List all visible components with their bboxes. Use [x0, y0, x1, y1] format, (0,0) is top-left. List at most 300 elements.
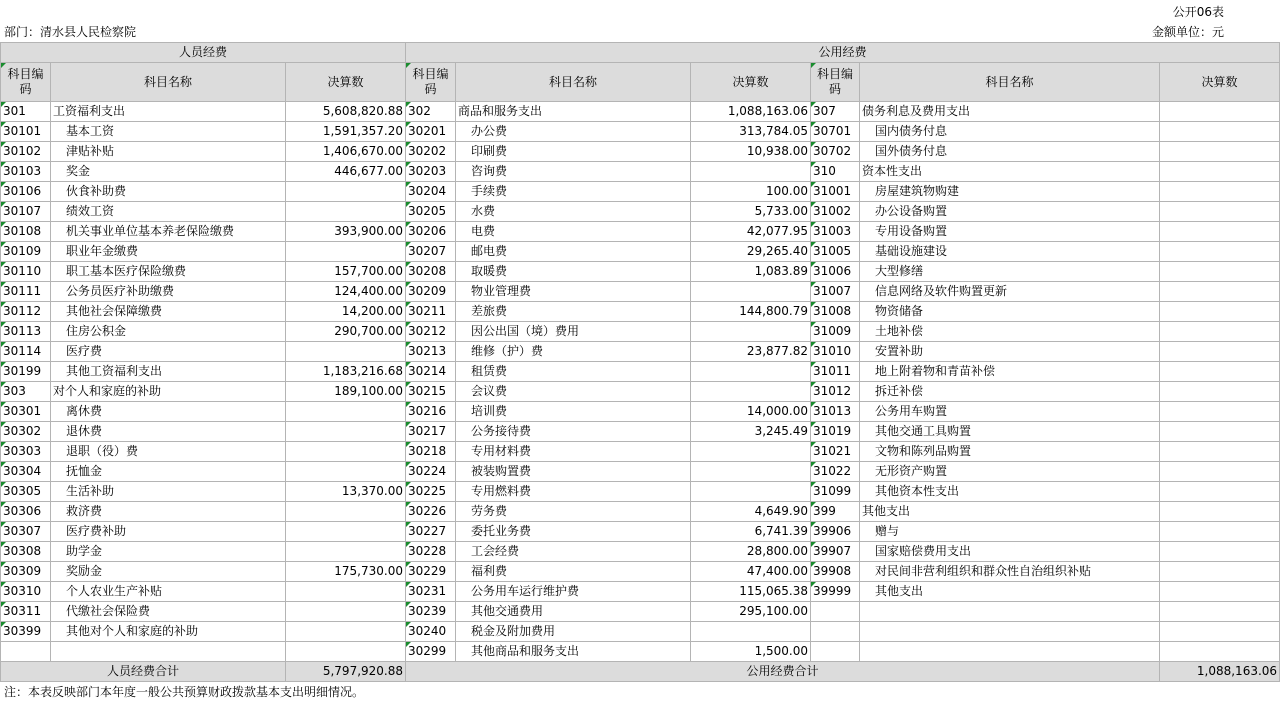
code-cell: 30206: [406, 222, 456, 242]
amount-cell: [1160, 182, 1280, 202]
name-cell: 基础设施建设: [860, 242, 1160, 262]
amount-cell: 13,370.00: [286, 482, 406, 502]
amount-cell: 4,649.90: [691, 502, 811, 522]
amount-cell: [1160, 502, 1280, 522]
amount-cell: [1160, 602, 1280, 622]
table-row: [1, 162, 1280, 182]
name-cell: 津贴补贴: [51, 142, 286, 162]
name-cell: 委托业务费: [456, 522, 691, 542]
code-cell: 303: [1, 382, 51, 402]
amount-cell: 1,591,357.20: [286, 122, 406, 142]
code-cell: 30113: [1, 322, 51, 342]
table-row: [1, 562, 1280, 582]
amount-cell: [1160, 102, 1280, 122]
name-cell: 物业管理费: [456, 282, 691, 302]
code-cell: 30216: [406, 402, 456, 422]
section-personnel: 人员经费: [1, 43, 406, 63]
code-cell: 30215: [406, 382, 456, 402]
amount-cell: [1160, 482, 1280, 502]
code-cell: 31099: [811, 482, 860, 502]
code-cell: 31022: [811, 462, 860, 482]
amount-cell: 14,200.00: [286, 302, 406, 322]
name-cell: 其他交通工具购置: [860, 422, 1160, 442]
code-cell: 31001: [811, 182, 860, 202]
personnel-total-label: 人员经费合计: [1, 662, 286, 682]
table-row: [1, 482, 1280, 502]
name-cell: 地上附着物和青苗补偿: [860, 362, 1160, 382]
amount-cell: [1160, 402, 1280, 422]
amount-cell: [286, 542, 406, 562]
name-cell: 其他支出: [860, 582, 1160, 602]
amount-cell: 1,406,670.00: [286, 142, 406, 162]
code-cell: 30199: [1, 362, 51, 382]
code-cell: 30211: [406, 302, 456, 322]
col-name: 科目名称: [51, 63, 286, 102]
code-cell: 31008: [811, 302, 860, 322]
col-code: 科目编码: [811, 63, 860, 102]
table-row: [1, 382, 1280, 402]
table-row: [1, 502, 1280, 522]
table-row: [1, 542, 1280, 562]
table-row: [1, 322, 1280, 342]
amount-cell: 5,733.00: [691, 202, 811, 222]
table-row: [1, 262, 1280, 282]
code-cell: 30214: [406, 362, 456, 382]
code-cell: 30304: [1, 462, 51, 482]
name-cell: 退休费: [51, 422, 286, 442]
public-total-value: 1,088,163.06: [1160, 662, 1280, 682]
name-cell: 工会经费: [456, 542, 691, 562]
total-row: [1, 662, 1280, 682]
amount-cell: 1,088,163.06: [691, 102, 811, 122]
col-amount: 决算数: [1160, 63, 1280, 102]
code-cell: 30213: [406, 342, 456, 362]
code-cell: 30212: [406, 322, 456, 342]
amount-cell: [286, 202, 406, 222]
code-cell: 31010: [811, 342, 860, 362]
amount-cell: 1,500.00: [691, 642, 811, 662]
table-row: [1, 442, 1280, 462]
table-row: [1, 522, 1280, 542]
name-cell: 其他商品和服务支出: [456, 642, 691, 662]
name-cell: 医疗费补助: [51, 522, 286, 542]
section-public: 公用经费: [406, 43, 1280, 63]
name-cell: 因公出国（境）费用: [456, 322, 691, 342]
col-amount: 决算数: [691, 63, 811, 102]
amount-cell: 157,700.00: [286, 262, 406, 282]
amount-cell: [691, 622, 811, 642]
code-cell: 30310: [1, 582, 51, 602]
amount-cell: 144,800.79: [691, 302, 811, 322]
code-cell: 302: [406, 102, 456, 122]
amount-cell: 295,100.00: [691, 602, 811, 622]
code-cell: 30231: [406, 582, 456, 602]
code-cell: 399: [811, 502, 860, 522]
amount-cell: [1160, 202, 1280, 222]
amount-cell: [1160, 622, 1280, 642]
amount-cell: [1160, 342, 1280, 362]
code-cell: 30229: [406, 562, 456, 582]
code-cell: 31019: [811, 422, 860, 442]
name-cell: 债务利息及费用支出: [860, 102, 1160, 122]
code-cell: 30309: [1, 562, 51, 582]
amount-cell: [286, 242, 406, 262]
amount-cell: [1160, 222, 1280, 242]
code-cell: 30111: [1, 282, 51, 302]
name-cell: 其他资本性支出: [860, 482, 1160, 502]
code-cell: 30226: [406, 502, 456, 522]
amount-cell: [286, 642, 406, 662]
code-cell: 31011: [811, 362, 860, 382]
code-cell: 30302: [1, 422, 51, 442]
name-cell: 手续费: [456, 182, 691, 202]
code-cell: 30218: [406, 442, 456, 462]
name-cell: 退职（役）费: [51, 442, 286, 462]
code-cell: 31021: [811, 442, 860, 462]
name-cell: 公务接待费: [456, 422, 691, 442]
name-cell: 救济费: [51, 502, 286, 522]
code-cell: 30107: [1, 202, 51, 222]
name-cell: 咨询费: [456, 162, 691, 182]
col-code: 科目编码: [406, 63, 456, 102]
name-cell: 邮电费: [456, 242, 691, 262]
code-cell: 30103: [1, 162, 51, 182]
table-row: [1, 642, 1280, 662]
code-cell: 30227: [406, 522, 456, 542]
name-cell: 被装购置费: [456, 462, 691, 482]
name-cell: [860, 642, 1160, 662]
amount-cell: 6,741.39: [691, 522, 811, 542]
amount-cell: [691, 482, 811, 502]
code-cell: 31012: [811, 382, 860, 402]
amount-cell: 5,608,820.88: [286, 102, 406, 122]
name-cell: 维修（护）费: [456, 342, 691, 362]
name-cell: 水费: [456, 202, 691, 222]
table-row: [1, 122, 1280, 142]
amount-cell: [286, 602, 406, 622]
name-cell: 抚恤金: [51, 462, 286, 482]
amount-cell: 14,000.00: [691, 402, 811, 422]
amount-cell: 29,265.40: [691, 242, 811, 262]
table-row: [1, 422, 1280, 442]
name-cell: 文物和陈列品购置: [860, 442, 1160, 462]
name-cell: 物资储备: [860, 302, 1160, 322]
name-cell: [51, 642, 286, 662]
name-cell: 职工基本医疗保险缴费: [51, 262, 286, 282]
table-row: [1, 222, 1280, 242]
department-label: 部门：清水县人民检察院: [4, 25, 137, 39]
name-cell: 税金及附加费用: [456, 622, 691, 642]
amount-cell: 47,400.00: [691, 562, 811, 582]
amount-cell: 10,938.00: [691, 142, 811, 162]
name-cell: 个人农业生产补贴: [51, 582, 286, 602]
code-cell: 30217: [406, 422, 456, 442]
code-cell: 39908: [811, 562, 860, 582]
name-cell: 住房公积金: [51, 322, 286, 342]
code-cell: 30102: [1, 142, 51, 162]
amount-cell: 189,100.00: [286, 382, 406, 402]
amount-cell: [691, 442, 811, 462]
code-cell: 30224: [406, 462, 456, 482]
col-amount: 决算数: [286, 63, 406, 102]
table-row: [1, 302, 1280, 322]
amount-cell: [691, 322, 811, 342]
amount-cell: [1160, 262, 1280, 282]
table-row: [1, 102, 1280, 122]
footnote: 注：本表反映部门本年度一般公共预算财政拨款基本支出明细情况。: [4, 685, 365, 699]
amount-cell: [1160, 382, 1280, 402]
amount-cell: [691, 462, 811, 482]
amount-cell: 3,245.49: [691, 422, 811, 442]
code-cell: 31009: [811, 322, 860, 342]
name-cell: 商品和服务支出: [456, 102, 691, 122]
amount-cell: 42,077.95: [691, 222, 811, 242]
code-cell: 30240: [406, 622, 456, 642]
name-cell: 取暖费: [456, 262, 691, 282]
code-cell: 30203: [406, 162, 456, 182]
amount-cell: [1160, 522, 1280, 542]
table-row: [1, 402, 1280, 422]
name-cell: 房屋建筑物购建: [860, 182, 1160, 202]
name-cell: 劳务费: [456, 502, 691, 522]
name-cell: 代缴社会保险费: [51, 602, 286, 622]
amount-cell: [286, 622, 406, 642]
name-cell: 专用设备购置: [860, 222, 1160, 242]
code-cell: [811, 622, 860, 642]
amount-cell: [286, 522, 406, 542]
name-cell: 国外债务付息: [860, 142, 1160, 162]
amount-cell: [1160, 462, 1280, 482]
code-cell: 30106: [1, 182, 51, 202]
amount-cell: [1160, 242, 1280, 262]
table-row: [1, 582, 1280, 602]
name-cell: 土地补偿: [860, 322, 1160, 342]
name-cell: 办公费: [456, 122, 691, 142]
name-cell: 电费: [456, 222, 691, 242]
name-cell: 其他支出: [860, 502, 1160, 522]
col-name: 科目名称: [456, 63, 691, 102]
code-cell: 39999: [811, 582, 860, 602]
code-cell: 30108: [1, 222, 51, 242]
amount-cell: 23,877.82: [691, 342, 811, 362]
amount-cell: [286, 402, 406, 422]
code-cell: 31002: [811, 202, 860, 222]
code-cell: [811, 602, 860, 622]
amount-cell: 313,784.05: [691, 122, 811, 142]
code-cell: 30301: [1, 402, 51, 422]
code-cell: 30702: [811, 142, 860, 162]
name-cell: 生活补助: [51, 482, 286, 502]
name-cell: 其他工资福利支出: [51, 362, 286, 382]
name-cell: 专用材料费: [456, 442, 691, 462]
amount-cell: [1160, 422, 1280, 442]
amount-cell: 1,183,216.68: [286, 362, 406, 382]
name-cell: 资本性支出: [860, 162, 1160, 182]
name-cell: 奖金: [51, 162, 286, 182]
name-cell: 会议费: [456, 382, 691, 402]
table-row: [1, 362, 1280, 382]
table-row: [1, 622, 1280, 642]
name-cell: 差旅费: [456, 302, 691, 322]
code-cell: 30204: [406, 182, 456, 202]
code-cell: 30101: [1, 122, 51, 142]
code-cell: 39906: [811, 522, 860, 542]
code-cell: 30109: [1, 242, 51, 262]
amount-cell: 100.00: [691, 182, 811, 202]
name-cell: 对个人和家庭的补助: [51, 382, 286, 402]
expenditure-table: [0, 42, 1280, 682]
code-cell: 310: [811, 162, 860, 182]
amount-cell: [691, 162, 811, 182]
name-cell: 信息网络及软件购置更新: [860, 282, 1160, 302]
code-cell: 30228: [406, 542, 456, 562]
code-cell: 30299: [406, 642, 456, 662]
amount-cell: [1160, 122, 1280, 142]
name-cell: 福利费: [456, 562, 691, 582]
code-cell: 30208: [406, 262, 456, 282]
code-cell: 30307: [1, 522, 51, 542]
code-cell: 307: [811, 102, 860, 122]
amount-cell: [1160, 562, 1280, 582]
table-row: [1, 242, 1280, 262]
name-cell: 离休费: [51, 402, 286, 422]
code-cell: 31013: [811, 402, 860, 422]
amount-cell: [1160, 302, 1280, 322]
code-cell: 30239: [406, 602, 456, 622]
amount-cell: 124,400.00: [286, 282, 406, 302]
code-cell: 30202: [406, 142, 456, 162]
code-cell: 30209: [406, 282, 456, 302]
code-cell: 30306: [1, 502, 51, 522]
code-cell: 30110: [1, 262, 51, 282]
amount-cell: [286, 502, 406, 522]
amount-cell: 393,900.00: [286, 222, 406, 242]
name-cell: 专用燃料费: [456, 482, 691, 502]
code-cell: 31007: [811, 282, 860, 302]
name-cell: 安置补助: [860, 342, 1160, 362]
amount-cell: 1,083.89: [691, 262, 811, 282]
table-row: [1, 462, 1280, 482]
name-cell: 国内债务付息: [860, 122, 1160, 142]
name-cell: 伙食补助费: [51, 182, 286, 202]
code-cell: 30112: [1, 302, 51, 322]
name-cell: 基本工资: [51, 122, 286, 142]
name-cell: 其他社会保障缴费: [51, 302, 286, 322]
code-cell: 30207: [406, 242, 456, 262]
code-cell: 301: [1, 102, 51, 122]
col-code: 科目编码: [1, 63, 51, 102]
name-cell: 其他交通费用: [456, 602, 691, 622]
code-cell: 31003: [811, 222, 860, 242]
name-cell: 职业年金缴费: [51, 242, 286, 262]
name-cell: 助学金: [51, 542, 286, 562]
name-cell: 医疗费: [51, 342, 286, 362]
name-cell: 大型修缮: [860, 262, 1160, 282]
amount-cell: 28,800.00: [691, 542, 811, 562]
code-cell: 30201: [406, 122, 456, 142]
amount-cell: [286, 462, 406, 482]
name-cell: 拆迁补偿: [860, 382, 1160, 402]
amount-cell: [1160, 542, 1280, 562]
table-row: [1, 342, 1280, 362]
code-cell: 30225: [406, 482, 456, 502]
amount-cell: 446,677.00: [286, 162, 406, 182]
table-row: [1, 142, 1280, 162]
section-header-row: [1, 43, 1280, 63]
code-cell: 39907: [811, 542, 860, 562]
column-header-row: [1, 63, 1280, 102]
name-cell: 公务用车运行维护费: [456, 582, 691, 602]
amount-cell: [286, 422, 406, 442]
amount-cell: 115,065.38: [691, 582, 811, 602]
amount-cell: [1160, 582, 1280, 602]
name-cell: 绩效工资: [51, 202, 286, 222]
amount-cell: [691, 382, 811, 402]
amount-cell: [691, 362, 811, 382]
code-cell: [811, 642, 860, 662]
code-cell: 30399: [1, 622, 51, 642]
name-cell: 印刷费: [456, 142, 691, 162]
code-cell: 30205: [406, 202, 456, 222]
code-cell: 30114: [1, 342, 51, 362]
name-cell: 工资福利支出: [51, 102, 286, 122]
amount-cell: [286, 342, 406, 362]
name-cell: [860, 622, 1160, 642]
amount-cell: [286, 582, 406, 602]
name-cell: 其他对个人和家庭的补助: [51, 622, 286, 642]
doc-id: 公开06表: [1172, 5, 1224, 19]
table-row: [1, 202, 1280, 222]
code-cell: 30311: [1, 602, 51, 622]
code-cell: 30303: [1, 442, 51, 462]
name-cell: 无形资产购置: [860, 462, 1160, 482]
name-cell: 公务用车购置: [860, 402, 1160, 422]
amount-cell: [1160, 322, 1280, 342]
amount-cell: [1160, 362, 1280, 382]
name-cell: 对民间非营利组织和群众性自治组织补贴: [860, 562, 1160, 582]
name-cell: 公务员医疗补助缴费: [51, 282, 286, 302]
code-cell: 30305: [1, 482, 51, 502]
amount-cell: [1160, 142, 1280, 162]
public-total-label: 公用经费合计: [406, 662, 1160, 682]
amount-cell: [1160, 162, 1280, 182]
table-row: [1, 282, 1280, 302]
amount-cell: [1160, 442, 1280, 462]
amount-cell: [286, 182, 406, 202]
name-cell: 培训费: [456, 402, 691, 422]
name-cell: 机关事业单位基本养老保险缴费: [51, 222, 286, 242]
amount-cell: 175,730.00: [286, 562, 406, 582]
col-name: 科目名称: [860, 63, 1160, 102]
amount-cell: [691, 282, 811, 302]
name-cell: 奖励金: [51, 562, 286, 582]
code-cell: 30701: [811, 122, 860, 142]
table-row: [1, 602, 1280, 622]
code-cell: [1, 642, 51, 662]
name-cell: 租赁费: [456, 362, 691, 382]
name-cell: 办公设备购置: [860, 202, 1160, 222]
name-cell: 赠与: [860, 522, 1160, 542]
unit-label: 金额单位：元: [1151, 25, 1224, 39]
code-cell: 30308: [1, 542, 51, 562]
amount-cell: [286, 442, 406, 462]
table-row: [1, 182, 1280, 202]
name-cell: [860, 602, 1160, 622]
code-cell: 31006: [811, 262, 860, 282]
amount-cell: [1160, 282, 1280, 302]
personnel-total-value: 5,797,920.88: [286, 662, 406, 682]
amount-cell: [1160, 642, 1280, 662]
